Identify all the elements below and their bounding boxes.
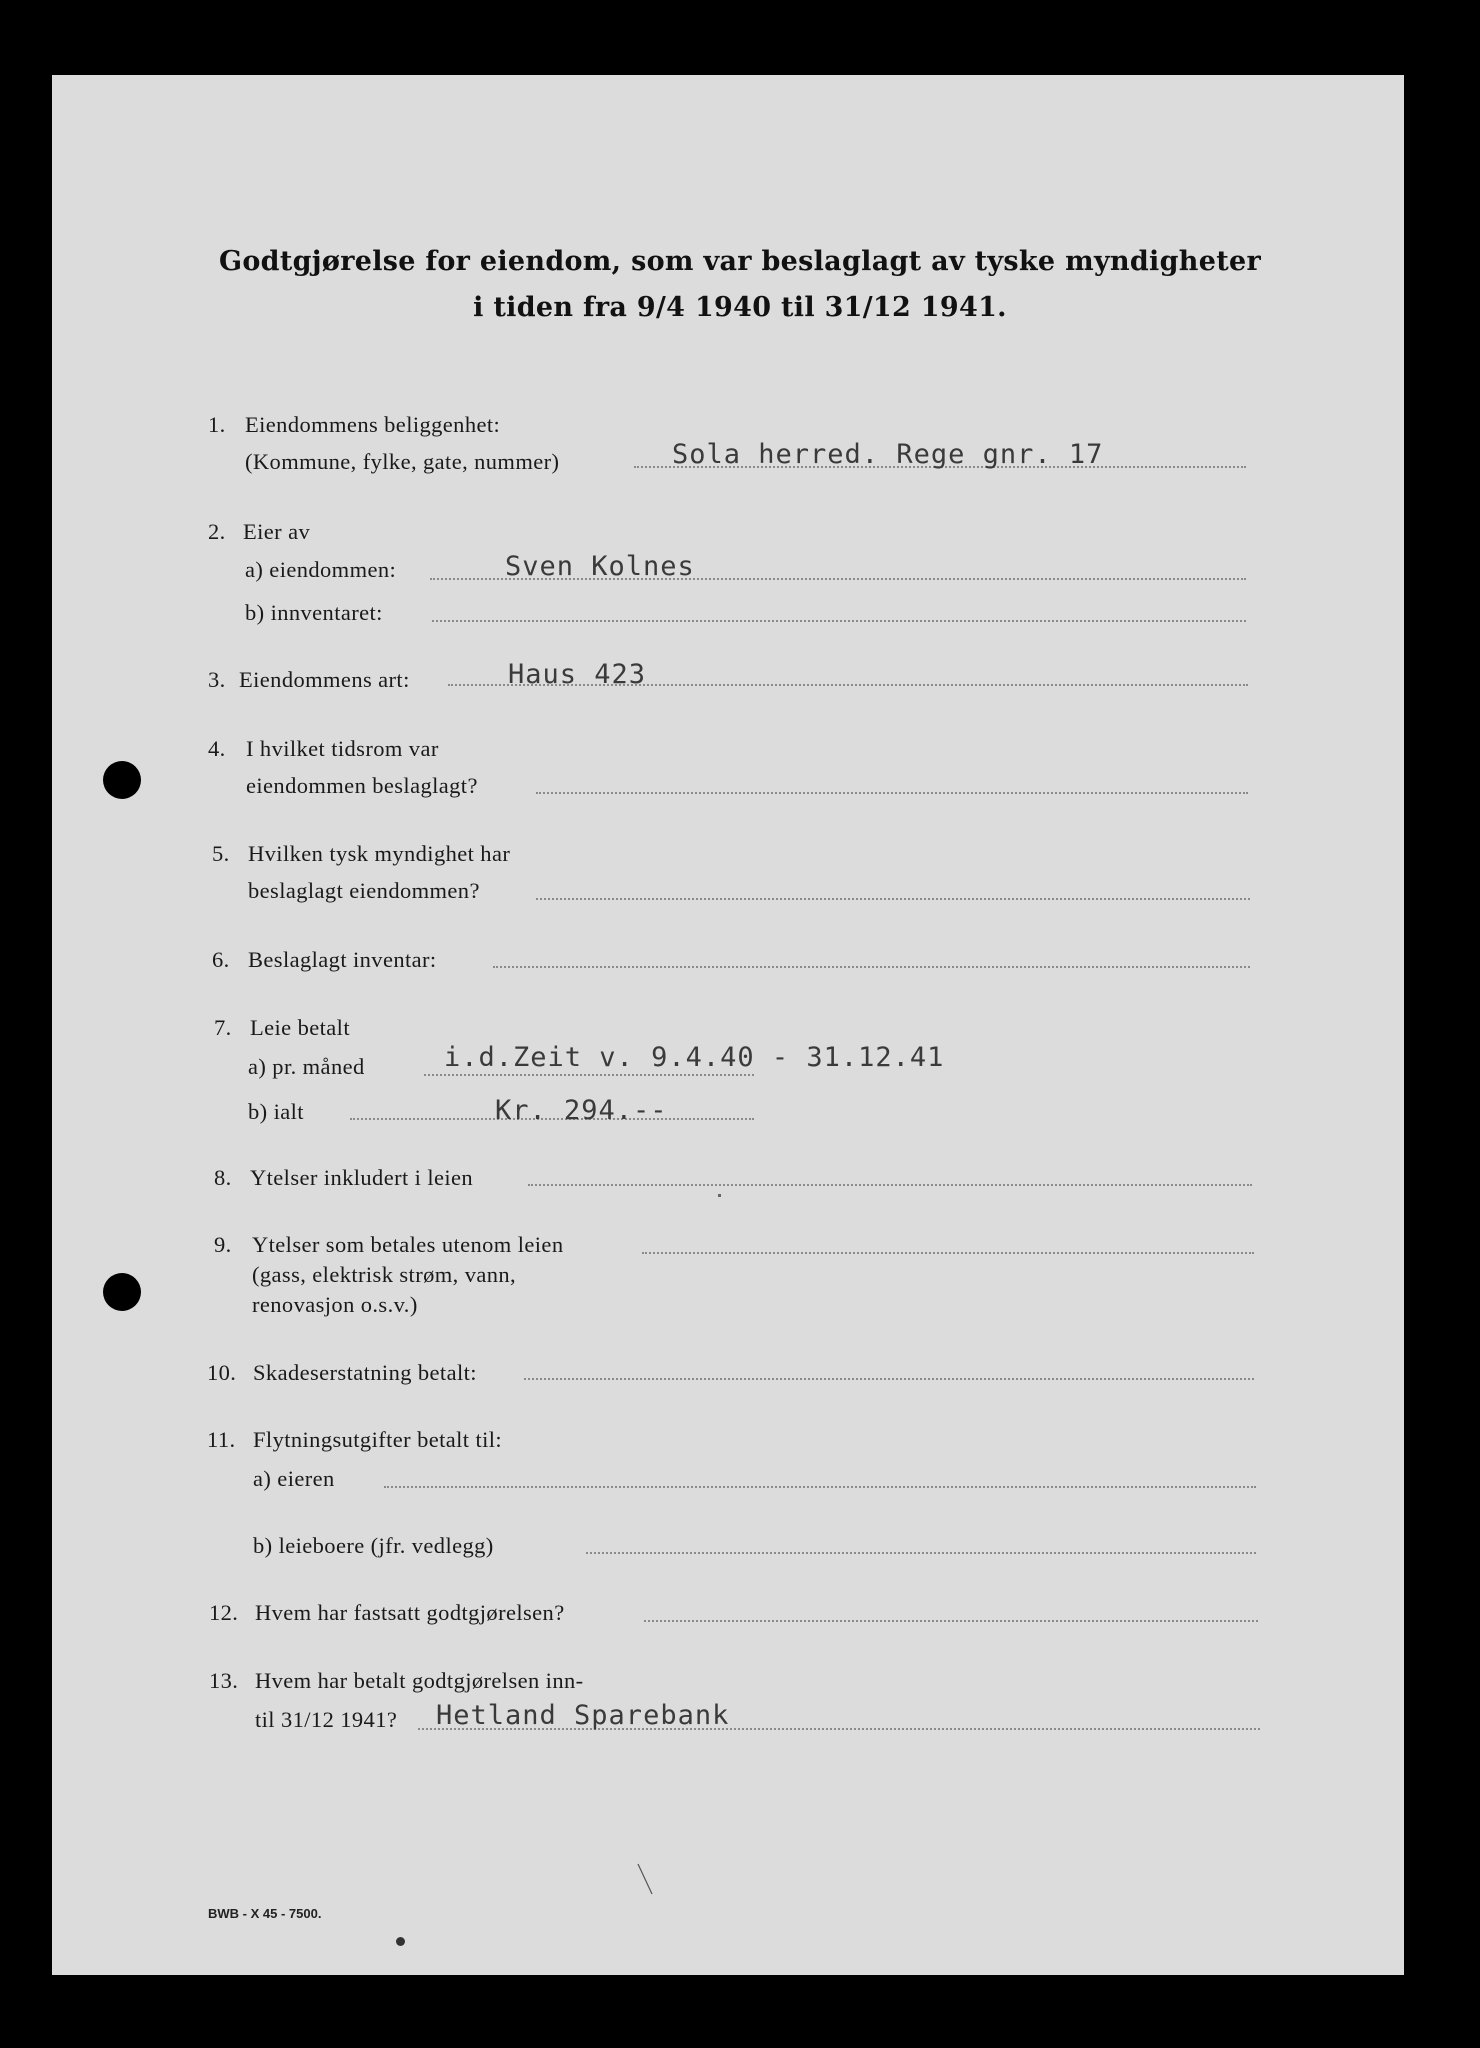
- item-2b-label: b) innventaret:: [245, 600, 383, 625]
- item-7-label: Leie betalt: [250, 1015, 350, 1040]
- item-2b-fill-line: [432, 620, 1246, 622]
- item-3-number: 3.: [208, 667, 226, 692]
- item-7a-fill-line: [424, 1074, 754, 1076]
- item-9-label-3: renovasjon o.s.v.): [252, 1292, 418, 1317]
- item-12-fill-line: [644, 1620, 1258, 1622]
- item-2a-label: a) eiendommen:: [245, 557, 397, 582]
- item-6-fill-line: [493, 966, 1250, 968]
- item-10-fill-line: [524, 1378, 1254, 1380]
- item-11b-label: b) leieboere (jfr. vedlegg): [253, 1533, 494, 1558]
- pencil-mark: [636, 1862, 656, 1896]
- item-8-label: Ytelser inkludert i leien: [250, 1165, 474, 1190]
- item-1-number: 1.: [208, 412, 226, 437]
- item-9-label-2: (gass, elektrisk strøm, vann,: [252, 1262, 517, 1287]
- ink-spot: [396, 1937, 405, 1946]
- item-6-label: Beslaglagt inventar:: [248, 947, 437, 972]
- item-13-label: Hvem har betalt godtgjørelsen inn-: [255, 1668, 584, 1693]
- item-5-fill-line: [536, 898, 1250, 900]
- print-code: BWB - X 45 - 7500.: [208, 1906, 322, 1921]
- item-11a-fill-line: [384, 1486, 1256, 1488]
- item-9-number: 9.: [214, 1232, 232, 1257]
- item-13-label-2: til 31/12 1941?: [255, 1707, 398, 1732]
- item-4-label-2: eiendommen beslaglagt?: [246, 773, 478, 798]
- form-title-line-1: Godtgjørelse for eiendom, som var beslaglagt av tyske myndigheter: [219, 246, 1261, 277]
- item-10-number: 10.: [207, 1360, 237, 1385]
- item-7b-label: b) ialt: [248, 1099, 304, 1124]
- item-4-fill-line: [536, 792, 1248, 794]
- item-4-number: 4.: [208, 736, 226, 761]
- item-5-number: 5.: [212, 841, 230, 866]
- punch-hole-upper: [103, 761, 141, 799]
- speck: [718, 1194, 721, 1197]
- item-11-number: 11.: [207, 1427, 236, 1452]
- item-11a-label: a) eieren: [253, 1466, 335, 1491]
- item-11b-fill-line: [586, 1552, 1256, 1554]
- item-5-label-2: beslaglagt eiendommen?: [248, 878, 480, 903]
- item-2-label: Eier av: [243, 519, 311, 544]
- item-7b-value: Kr. 294.--: [495, 1095, 668, 1126]
- item-7a-label: a) pr. måned: [248, 1054, 365, 1079]
- item-12-label: Hvem har fastsatt godtgjørelsen?: [255, 1600, 565, 1625]
- item-3-label: Eiendommens art:: [239, 667, 410, 692]
- item-2-number: 2.: [208, 519, 226, 544]
- item-7a-value: i.d.Zeit v. 9.4.40 - 31.12.41: [444, 1042, 945, 1073]
- item-10-label: Skadeserstatning betalt:: [253, 1360, 477, 1385]
- item-5-label: Hvilken tysk myndighet har: [248, 841, 511, 866]
- item-7-number: 7.: [214, 1015, 232, 1040]
- item-13-number: 13.: [209, 1668, 239, 1693]
- item-8-number: 8.: [214, 1165, 232, 1190]
- item-3-value: Haus 423: [508, 659, 647, 690]
- punch-hole-lower: [103, 1273, 141, 1311]
- item-2a-value: Sven Kolnes: [505, 551, 695, 582]
- item-1-value: Sola herred. Rege gnr. 17: [672, 439, 1104, 470]
- form-title-line-2: i tiden fra 9/4 1940 til 31/12 1941.: [473, 292, 1007, 323]
- item-12-number: 12.: [209, 1600, 239, 1625]
- item-6-number: 6.: [212, 947, 230, 972]
- item-1-label-hint: (Kommune, fylke, gate, nummer): [245, 449, 560, 474]
- item-13-value: Hetland Sparebank: [436, 1700, 730, 1731]
- item-11-label: Flytningsutgifter betalt til:: [253, 1427, 503, 1452]
- item-4-label: I hvilket tidsrom var: [246, 736, 439, 761]
- item-9-fill-line: [642, 1252, 1254, 1254]
- item-8-fill-line: [528, 1184, 1252, 1186]
- item-9-label: Ytelser som betales utenom leien: [252, 1232, 564, 1257]
- item-1-label: Eiendommens beliggenhet:: [245, 412, 501, 437]
